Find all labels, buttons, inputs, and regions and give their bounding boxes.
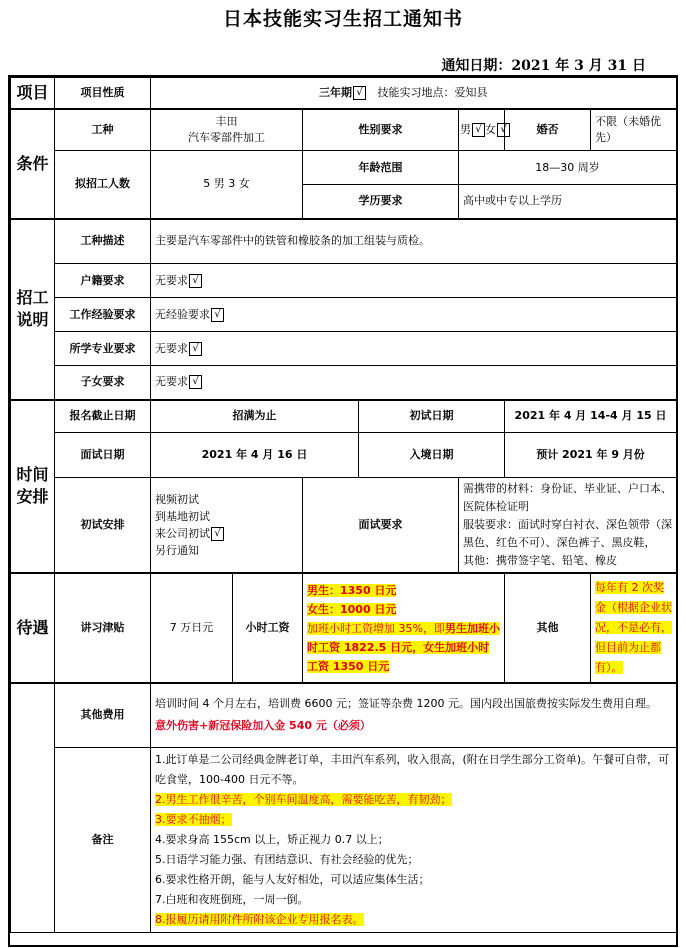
req-clothing: 服装要求：面试时穿白衬衣、深色领带（深黑色、红色不可）、深色裤子、黑皮鞋， bbox=[463, 518, 672, 549]
age-label: 年龄范围 bbox=[303, 151, 459, 185]
job-desc-value: 主要是汽车零部件中的铁管和橡胶条的加工组装与质检。 bbox=[151, 219, 677, 264]
job-label: 工种 bbox=[55, 109, 151, 151]
schedule-row-3 bbox=[11, 478, 677, 574]
interview-req-label: 面试要求 bbox=[303, 478, 459, 574]
overtime-male: 男生加班小时工资 1822.5 日元 bbox=[307, 621, 500, 654]
bonus-text: 每年有 2 次奖金（根据企业状况，不是必有，但目前为止都有）。 bbox=[595, 581, 672, 674]
overtime-rate: 加班小时工资增加 35%，即 bbox=[307, 621, 445, 635]
section-schedule bbox=[11, 400, 55, 574]
education-label: 学历要求 bbox=[303, 185, 459, 219]
children-label: 子女要求 bbox=[55, 366, 151, 400]
note-item-3: 3.要求不抽烟； bbox=[155, 812, 232, 826]
interview-date-value: 2021 年 4 月 16 日 bbox=[151, 433, 359, 478]
age-value: 18—30 周岁 bbox=[459, 151, 677, 185]
interview-date-label: 面试日期 bbox=[55, 433, 151, 478]
other-fees-label: 其他费用 bbox=[55, 683, 151, 747]
recruit-row-hukou bbox=[11, 264, 677, 298]
pay-row bbox=[11, 573, 677, 683]
job-line2: 汽车零部件加工 bbox=[188, 130, 265, 144]
checkbox-term[interactable]: √ bbox=[353, 86, 366, 100]
children-value bbox=[151, 366, 677, 400]
first-exam-arrange-label: 初试安排 bbox=[55, 478, 151, 574]
gender-male-text: 男 bbox=[460, 122, 471, 136]
experience-value bbox=[151, 298, 677, 332]
education-value: 高中或中专以上学历 bbox=[459, 185, 677, 219]
major-text: 无要求 bbox=[155, 341, 188, 355]
job-desc-label: 工种描述 bbox=[55, 219, 151, 264]
checkbox-hukou[interactable]: √ bbox=[189, 274, 202, 288]
recruit-row-exp bbox=[11, 298, 677, 332]
note-item-1: 1.此订单是二公司经典金牌老订单，丰田汽车系列，收入很高，(附在日学生部分工资单)。午餐可自带，可吃食堂，100-400 日元不等。 bbox=[155, 752, 670, 786]
insurance-fee: 意外伤害+新冠保险加入金 540 元（必须） bbox=[155, 719, 371, 733]
section-schedule-line2: 安排 bbox=[16, 487, 49, 507]
hourly-female: 女生：1000 日元 bbox=[307, 602, 397, 616]
project-nature-value bbox=[151, 78, 677, 109]
section-schedule-line1: 时间 bbox=[16, 465, 49, 485]
notes-label: 备注 bbox=[55, 747, 151, 932]
schedule-row-2 bbox=[11, 433, 677, 478]
section-recruit-line2: 说明 bbox=[16, 310, 49, 329]
section-blank bbox=[11, 683, 55, 932]
recruit-row-desc bbox=[11, 219, 677, 264]
major-value bbox=[151, 332, 677, 366]
checkbox-female[interactable]: √ bbox=[497, 123, 510, 137]
note-item-5: 5.日语学习能力强、有团结意识、有社会经验的优先； bbox=[155, 852, 419, 866]
first-exam-label: 初试日期 bbox=[359, 400, 505, 433]
experience-text: 无经验要求 bbox=[155, 307, 210, 321]
section-recruit bbox=[11, 219, 55, 400]
recruit-row-children bbox=[11, 366, 677, 400]
arrange-option-video: 视频初试 bbox=[155, 493, 199, 506]
interview-req-value bbox=[459, 478, 677, 574]
checkbox-experience[interactable]: √ bbox=[211, 308, 224, 322]
note-item-8: 8.报履历请用附件所附该企业专用报名表。 bbox=[155, 912, 364, 926]
allowance-label: 讲习津贴 bbox=[55, 573, 151, 683]
allowance-value: 7 万日元 bbox=[151, 573, 233, 683]
note-item-4: 4.要求身高 155cm 以上，矫正视力 0.7 以上； bbox=[155, 832, 389, 846]
gender-female-text: 女 bbox=[485, 122, 496, 136]
note-item-6: 6.要求性格开朗，能与人友好相处，可以适应集体生活； bbox=[155, 872, 430, 886]
job-value bbox=[151, 109, 303, 151]
project-nature-label: 项目性质 bbox=[55, 78, 151, 109]
fees-row bbox=[11, 683, 677, 747]
deadline-label: 报名截止日期 bbox=[55, 400, 151, 433]
arrange-option-later: 另行通知 bbox=[155, 544, 199, 557]
headcount-label: 拟招工人数 bbox=[55, 151, 151, 219]
gender-label: 性别要求 bbox=[303, 109, 459, 151]
recruitment-form-table bbox=[10, 77, 677, 933]
notice-date: 通知日期：2021 年 3 月 31 日 bbox=[441, 58, 646, 74]
entry-date-value: 预计 2021 年 9 月份 bbox=[505, 433, 677, 478]
other-benefit-value bbox=[591, 573, 677, 683]
conditions-row-1 bbox=[11, 109, 677, 151]
schedule-row-1 bbox=[11, 400, 677, 433]
hukou-text: 无要求 bbox=[155, 273, 188, 287]
page-title: 日本技能实习生招工通知书 bbox=[222, 8, 463, 30]
hourly-wage-label: 小时工资 bbox=[233, 573, 303, 683]
marriage-value: 不限（未婚优先） bbox=[591, 109, 677, 151]
deadline-value: 招满为止 bbox=[151, 400, 359, 433]
notes-row bbox=[11, 747, 677, 932]
notes-value bbox=[151, 747, 677, 932]
overtime-female: ，女生加班小时工资 1350 日元 bbox=[307, 640, 490, 673]
recruit-row-major bbox=[11, 332, 677, 366]
marriage-label: 婚否 bbox=[505, 109, 591, 151]
req-other: 其他：携带签字笔、铅笔、橡皮 bbox=[463, 554, 617, 567]
arrange-option-company: 来公司初试 √ bbox=[155, 525, 298, 542]
hourly-male: 男生：1350 日元 bbox=[307, 583, 397, 597]
headcount-value: 5 男 3 女 bbox=[151, 151, 303, 219]
first-exam-value: 2021 年 4 月 14-4 月 15 日 bbox=[505, 400, 677, 433]
note-item-7: 7.白班和夜班倒班，一周一倒。 bbox=[155, 892, 309, 906]
section-conditions: 条件 bbox=[11, 109, 55, 219]
section-recruit-line1: 招工 bbox=[16, 288, 49, 307]
checkbox-male[interactable]: √ bbox=[472, 123, 485, 137]
gender-value bbox=[459, 109, 505, 151]
checkbox-company-exam[interactable]: √ bbox=[211, 527, 224, 541]
job-line1: 丰田 bbox=[215, 114, 238, 128]
first-exam-arrange-value bbox=[151, 478, 303, 574]
other-fees-value bbox=[151, 683, 677, 747]
section-project: 项目 bbox=[11, 78, 55, 109]
checkbox-children[interactable]: √ bbox=[189, 375, 202, 389]
other-benefit-label: 其他 bbox=[505, 573, 591, 683]
term-text: 三年期 bbox=[319, 85, 352, 99]
req-materials: 需携带的材料：身份证、毕业证、户口本、医院体检证明 bbox=[463, 482, 672, 513]
hukou-label: 户籍要求 bbox=[55, 264, 151, 298]
fees-line1: 培训时间 4 个月左右，培训费 6600 元；签证等杂费 1200 元。国内段出国旅费按实际发生费用自理。 bbox=[155, 697, 657, 711]
note-item-2: 2.男生工作很辛苦，个别车间温度高，需要能吃苦，有韧劲； bbox=[155, 792, 452, 806]
experience-label: 工作经验要求 bbox=[55, 298, 151, 332]
entry-date-label: 入境日期 bbox=[359, 433, 505, 478]
children-text: 无要求 bbox=[155, 375, 188, 389]
project-row bbox=[11, 78, 677, 109]
conditions-row-2 bbox=[11, 151, 677, 185]
arrange-option-base: 到基地初试 bbox=[155, 510, 210, 523]
checkbox-major[interactable]: √ bbox=[189, 342, 202, 356]
section-pay: 待遇 bbox=[11, 573, 55, 683]
hourly-wage-value bbox=[303, 573, 505, 683]
location-text: 技能实习地点：爱知县 bbox=[377, 85, 488, 99]
hukou-value bbox=[151, 264, 677, 298]
major-label: 所学专业要求 bbox=[55, 332, 151, 366]
